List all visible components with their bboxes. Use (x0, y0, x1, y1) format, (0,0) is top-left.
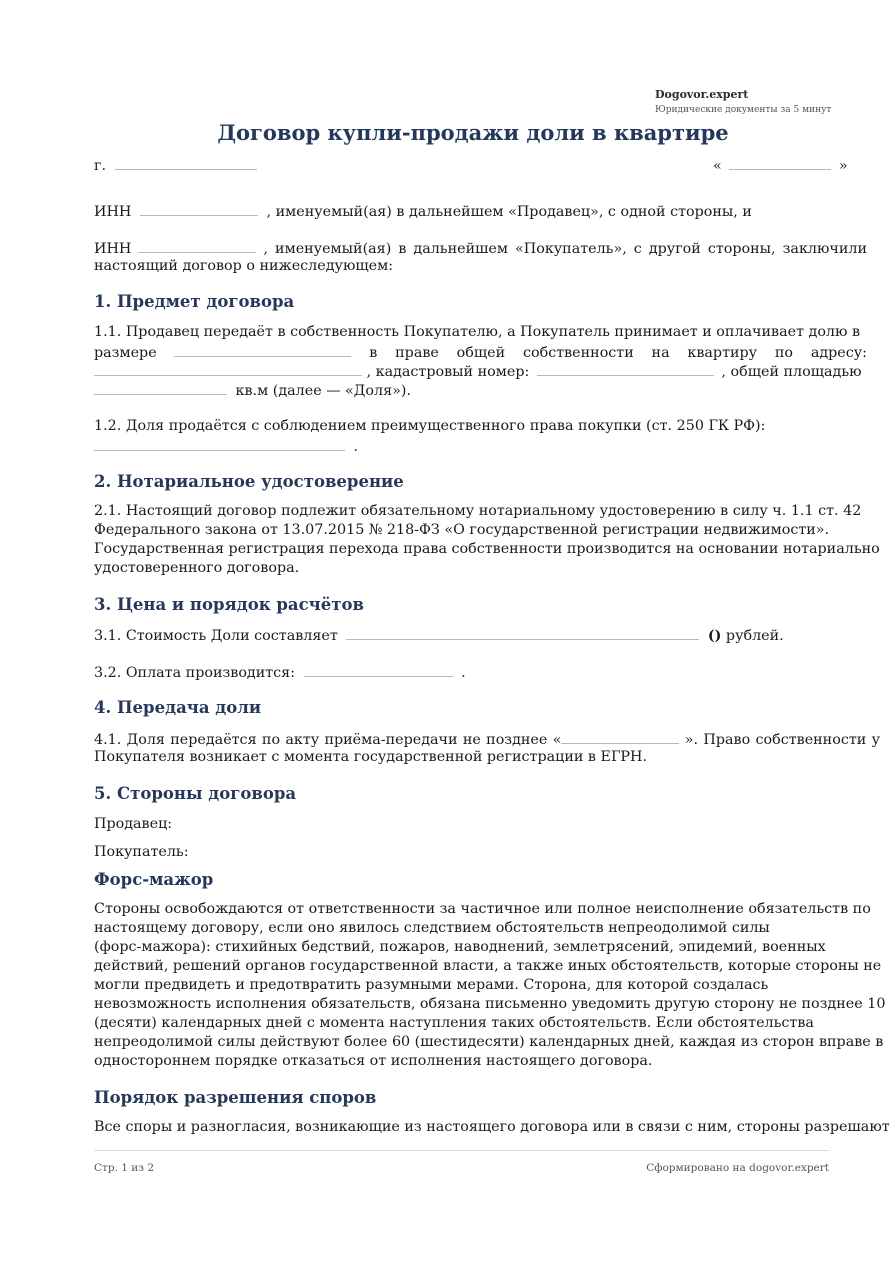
share-size-field[interactable] (174, 342, 351, 357)
seller-inn-field[interactable] (140, 201, 258, 216)
date-open: « (713, 158, 722, 174)
force-line-5: могли предвидеть и предотвратить разумными мерами. Сторона, для которой создалась (94, 977, 769, 993)
force-line-8: непреодолимой силы действуют более 60 (шестидесяти) календарных дней, каждая из сторон вправе в (94, 1034, 884, 1050)
s1-p1-line1: 1.1. Продавец передаёт в собственность Покупателю, а Покупатель принимает и оплачивает долю в (94, 324, 861, 340)
price-words: () (707, 628, 722, 644)
section-4-heading: 4. Передача доли (94, 698, 262, 717)
s1-p1-line4 (94, 380, 411, 401)
price-label: 3.1. Стоимость Доли составляет (94, 628, 338, 644)
s1-p1-line3 (94, 361, 862, 382)
price-currency: рублей. (721, 628, 784, 644)
preemptive-right-field[interactable] (94, 436, 345, 451)
seller-signature-label: Продавец: (94, 816, 173, 832)
force-line-1: Стороны освобождаются от ответственности за частичное или полное неисполнение обязательств по (94, 901, 871, 917)
brand-tagline: Юридические документы за 5 минут (655, 105, 832, 115)
date-field[interactable] (729, 155, 831, 170)
brand-block (655, 88, 831, 115)
page-number: Стр. 1 из 2 (94, 1162, 155, 1174)
area-unit: кв.м (далее — «Доля»). (235, 383, 411, 399)
buyer-inn-field[interactable] (138, 238, 256, 253)
brand-name: Dogovor.expert (655, 88, 749, 101)
force-line-6: невозможность исполнения обязательств, обязана письменно уведомить другую сторону не позднее 10 (94, 996, 886, 1012)
transfer-line-2: Покупателя возникает с момента государственной регистрации в ЕГРН. (94, 749, 648, 765)
disputes-heading: Порядок разрешения споров (94, 1088, 377, 1107)
force-line-4: действий, решений органов государственной власти, а также иных обстоятельств, которые стороны не (94, 958, 882, 974)
area-label: , общей площадью (721, 364, 862, 380)
transfer-text: 4.1. Доля передаётся по акту приёма-передачи не позднее « (94, 732, 562, 748)
date-close: » (838, 158, 848, 174)
seller-inn-label: ИНН (94, 204, 132, 220)
s1-p2-end: . (353, 439, 359, 455)
s1-p1-line2 (94, 342, 867, 363)
price-field[interactable] (346, 625, 699, 640)
buyer-line (94, 238, 867, 259)
section-2-heading: 2. Нотариальное удостоверение (94, 472, 404, 491)
address-field[interactable] (94, 361, 362, 376)
area-field[interactable] (94, 380, 227, 395)
footer-generated: Сформировано на dogovor.expert (646, 1162, 829, 1174)
transfer-line (94, 729, 880, 750)
city-line (94, 155, 257, 176)
date-line (713, 155, 848, 176)
cadastral-label: , кадастровый номер: (366, 364, 530, 380)
transfer-text-2: ». Право собственности у (684, 732, 880, 748)
price-line (94, 625, 784, 646)
payment-field[interactable] (304, 662, 453, 677)
s1-p2-line1: 1.2. Доля продаётся с соблюдением преимущественного права покупки (ст. 250 ГК РФ): (94, 418, 766, 434)
section-3-heading: 3. Цена и порядок расчётов (94, 595, 364, 614)
force-majeure-heading: Форс-мажор (94, 870, 214, 889)
s2-line-4: удостоверенного договора. (94, 560, 300, 576)
city-prefix: г. (94, 158, 107, 174)
seller-text: , именуемый(ая) в дальнейшем «Продавец», с одной стороны, и (266, 204, 752, 220)
force-line-2: настоящему договору, если оно явилось следствием обстоятельств непреодолимой силы (94, 920, 770, 936)
force-line-7: (десяти) календарных дней с момента наступления таких обстоятельств. Если обстоятельства (94, 1015, 814, 1031)
buyer-text: , именуемый(ая) в дальнейшем «Покупатель», с другой стороны, заключили (263, 241, 867, 257)
s2-line-1: 2.1. Настоящий договор подлежит обязательному нотариальному удостоверению в силу ч. 1.1 ст. 42 (94, 503, 862, 519)
payment-line (94, 662, 466, 683)
s1-ownership-text: в праве общей собственности на квартиру по адресу: (369, 345, 868, 361)
force-line-3: (форс-мажора): стихийных бедствий, пожаров, наводнений, землетрясений, эпидемий, военных (94, 939, 826, 955)
document-title: Договор купли-продажи доли в квартире (217, 120, 729, 145)
section-1-heading: 1. Предмет договора (94, 292, 295, 311)
s1-p2-line2 (94, 436, 358, 457)
cadastral-field[interactable] (537, 361, 714, 376)
section-5-heading: 5. Стороны договора (94, 784, 297, 803)
footer-divider (94, 1150, 829, 1151)
s1-size-label: размере (94, 345, 157, 361)
s2-line-3: Государственная регистрация перехода права собственности производится на основании нотариально (94, 541, 880, 557)
buyer-inn-label: ИНН (94, 241, 132, 257)
buyer-signature-label: Покупатель: (94, 844, 189, 860)
force-line-9: одностороннем порядке отказаться от исполнения настоящего договора. (94, 1053, 653, 1069)
payment-end: . (461, 665, 466, 681)
buyer-line-2: настоящий договор о нижеследующем: (94, 258, 394, 274)
payment-label: 3.2. Оплата производится: (94, 665, 296, 681)
disputes-line-1: Все споры и разногласия, возникающие из настоящего договора или в связи с ним, стороны разрешают (94, 1119, 890, 1135)
city-field[interactable] (115, 155, 257, 170)
seller-line (94, 201, 752, 222)
s2-line-2: Федерального закона от 13.07.2015 № 218-ФЗ «О государственной регистрации недвижимости». (94, 522, 830, 538)
transfer-date-field[interactable] (561, 729, 679, 744)
